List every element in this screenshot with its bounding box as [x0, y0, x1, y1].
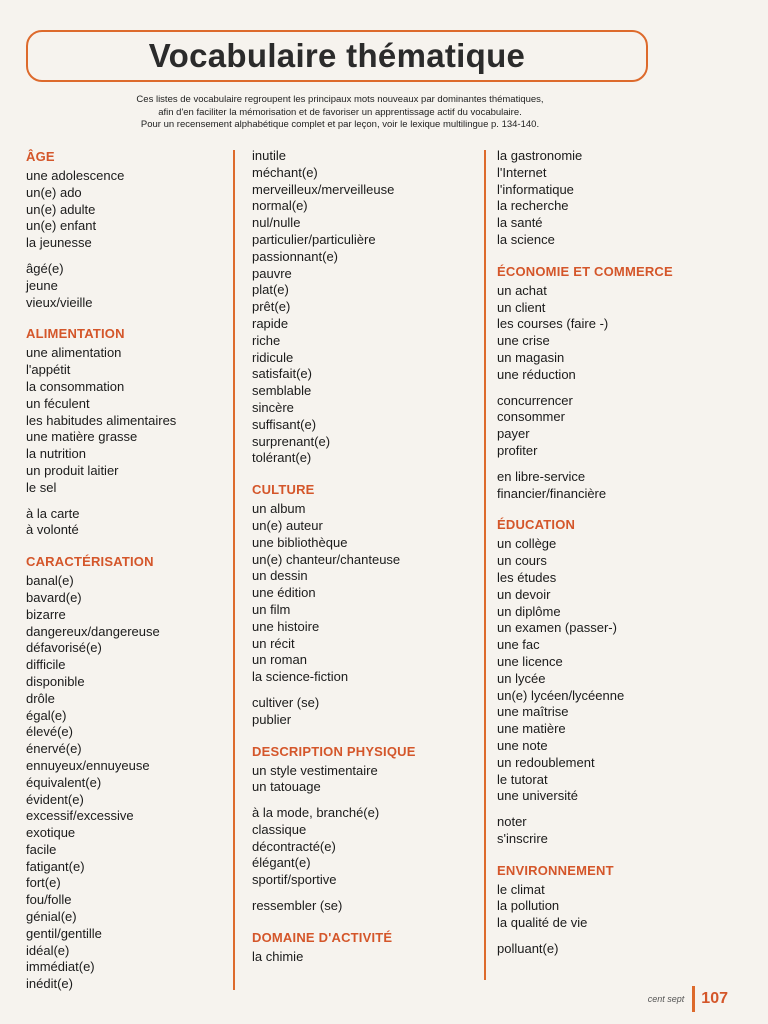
vocab-section: [26, 325, 226, 539]
vocab-word: le sel: [26, 479, 57, 495]
vocab-column-3: [497, 148, 737, 972]
vocab-word: disponible: [26, 673, 85, 689]
vocab-word: méchant(e): [252, 164, 318, 180]
vocab-word: génial(e): [26, 909, 77, 925]
vocab-section: [252, 148, 474, 467]
word-group: [252, 949, 474, 966]
vocab-section: [252, 481, 474, 728]
vocab-word: un album: [252, 501, 306, 517]
vocab-word: une réduction: [497, 366, 576, 382]
vocab-word: une bibliothèque: [252, 534, 348, 550]
vocab-word: polluant(e): [497, 941, 559, 957]
word-group: [252, 148, 474, 467]
vocab-word: la qualité de vie: [497, 915, 588, 931]
vocab-word: une fac: [497, 637, 540, 653]
vocab-word: plat(e): [252, 282, 289, 298]
vocab-word: vieux/vieille: [26, 294, 93, 310]
vocab-section: [26, 553, 226, 993]
vocab-word: passionnant(e): [252, 248, 338, 264]
vocab-word: une crise: [497, 333, 550, 349]
word-group: [26, 345, 226, 496]
vocab-word: drôle: [26, 690, 55, 706]
word-group: [497, 469, 737, 503]
vocab-word: dangereux/dangereuse: [26, 623, 160, 639]
vocab-word: sportif/sportive: [252, 872, 337, 888]
vocab-word: ennuyeux/ennuyeuse: [26, 757, 150, 773]
vocab-word: la nutrition: [26, 446, 86, 462]
vocab-word: la recherche: [497, 198, 569, 214]
vocab-word: un(e) enfant: [26, 218, 97, 234]
vocab-word: fort(e): [26, 875, 61, 891]
intro-text: [90, 94, 590, 132]
vocab-word: une alimentation: [26, 345, 122, 361]
vocab-section: [497, 516, 737, 847]
vocab-word: un diplôme: [497, 603, 561, 619]
word-group: [26, 573, 226, 993]
intro-line-3: Pour un recensement alphabétique complet et par leçon, voir le lexique multilingue p. 134-140.: [140, 119, 540, 130]
page-footer: [648, 986, 728, 1012]
section-heading: ÂGE: [26, 149, 55, 164]
vocab-word: un roman: [252, 652, 307, 668]
section-heading: CULTURE: [252, 482, 315, 498]
vocab-word: suffisant(e): [252, 416, 317, 432]
vocab-word: la jeunesse: [26, 235, 92, 251]
vocab-section: [26, 148, 226, 311]
intro-line-2: afin d'en faciliter la mémorisation et de favoriser un apprentissage actif du vocabulaire.: [158, 106, 522, 118]
vocab-word: ridicule: [252, 349, 294, 365]
page-number-words: cent sept: [647, 994, 685, 1004]
vocab-word: consommer: [497, 409, 565, 425]
vocab-word: fatigant(e): [26, 858, 85, 874]
vocab-word: fou/folle: [26, 892, 72, 908]
vocab-word: la gastronomie: [497, 148, 583, 163]
column-divider-1: [233, 150, 235, 990]
vocab-word: nul/nulle: [252, 215, 301, 231]
vocab-word: concurrencer: [497, 392, 573, 408]
page-title: Vocabulaire thématique: [148, 37, 526, 74]
vocab-section: [252, 929, 474, 966]
word-group: [497, 393, 737, 460]
vocab-word: un devoir: [497, 586, 551, 602]
vocab-word: un cours: [497, 553, 547, 569]
vocab-word: pauvre: [252, 265, 292, 281]
vocab-word: un(e) lycéen/lycéenne: [497, 687, 625, 703]
vocab-word: bizarre: [26, 606, 66, 622]
vocab-word: une université: [497, 788, 578, 804]
vocab-word: un lycée: [497, 670, 546, 686]
vocab-section: [497, 148, 737, 249]
title-box: [26, 30, 648, 82]
section-heading: ÉCONOMIE ET COMMERCE: [497, 263, 673, 279]
vocab-word: facile: [26, 841, 57, 857]
word-group: [252, 695, 474, 729]
vocab-word: une histoire: [252, 618, 320, 634]
vocab-word: gentil/gentille: [26, 925, 102, 941]
vocab-word: sincère: [252, 399, 294, 415]
vocab-word: publier: [252, 711, 292, 727]
vocab-word: un dessin: [252, 568, 308, 584]
vocab-word: âgé(e): [26, 260, 64, 276]
section-heading: ALIMENTATION: [26, 326, 125, 342]
vocab-word: particulier/particulière: [252, 231, 376, 247]
vocab-word: une matière grasse: [26, 429, 138, 445]
word-group: [497, 941, 737, 958]
vocab-word: les habitudes alimentaires: [26, 412, 177, 428]
vocab-word: l'informatique: [497, 181, 574, 197]
vocab-word: un féculent: [26, 395, 90, 411]
vocab-word: surprenant(e): [252, 433, 331, 449]
page-number: 107: [701, 990, 728, 1007]
column-divider-2: [484, 150, 486, 980]
vocab-word: à volonté: [26, 522, 79, 538]
vocab-word: merveilleux/merveilleuse: [252, 181, 395, 197]
vocab-word: difficile: [26, 657, 66, 673]
section-heading: CARACTÉRISATION: [26, 554, 154, 570]
vocab-word: un(e) auteur: [252, 517, 323, 533]
vocab-word: un magasin: [497, 349, 565, 365]
vocab-word: énervé(e): [26, 741, 82, 757]
vocab-word: la pollution: [497, 898, 560, 914]
vocab-word: la santé: [497, 215, 543, 231]
vocab-word: le tutorat: [497, 771, 548, 787]
vocab-word: normal(e): [252, 198, 308, 214]
vocab-word: payer: [497, 426, 530, 442]
word-group: [497, 283, 737, 384]
vocab-word: à la mode, branché(e): [252, 805, 380, 821]
vocab-word: satisfait(e): [252, 366, 312, 382]
vocab-word: cultiver (se): [252, 694, 320, 710]
vocab-word: un(e) chanteur/chanteuse: [252, 551, 401, 567]
vocab-word: la chimie: [252, 948, 304, 964]
word-group: [26, 506, 226, 540]
vocab-section: [497, 862, 737, 958]
vocab-word: inédit(e): [26, 976, 73, 992]
vocab-word: évident(e): [26, 791, 84, 807]
vocab-section: [497, 263, 737, 503]
vocab-word: exotique: [26, 825, 76, 841]
vocab-word: un redoublement: [497, 754, 595, 770]
vocab-word: semblable: [252, 383, 312, 399]
word-group: [26, 261, 226, 311]
section-heading: ÉDUCATION: [497, 517, 576, 533]
vocab-word: s'inscrire: [497, 830, 548, 846]
vocab-word: les études: [497, 569, 557, 585]
vocab-word: un client: [497, 299, 546, 315]
word-group: [252, 898, 474, 915]
vocab-word: un achat: [497, 282, 547, 298]
vocab-word: bavard(e): [26, 589, 82, 605]
vocab-word: tolérant(e): [252, 450, 312, 466]
vocab-word: une note: [497, 737, 548, 753]
vocab-word: en libre-service: [497, 468, 586, 484]
vocab-word: les courses (faire -): [497, 316, 609, 332]
footer-rule: [692, 986, 695, 1012]
vocab-word: un(e) adulte: [26, 201, 96, 217]
vocab-word: la science: [497, 231, 555, 247]
word-group: [252, 805, 474, 889]
vocab-word: excessif/excessive: [26, 808, 134, 824]
vocab-word: la consommation: [26, 378, 125, 394]
section-heading: DESCRIPTION PHYSIQUE: [252, 743, 416, 759]
vocab-word: une matière: [497, 721, 566, 737]
vocab-word: égal(e): [26, 707, 67, 723]
vocab-word: classique: [252, 821, 307, 837]
vocab-word: l'Internet: [497, 164, 547, 180]
vocab-word: un style vestimentaire: [252, 762, 378, 778]
word-group: [497, 148, 737, 249]
vocab-word: décontracté(e): [252, 838, 336, 854]
vocab-word: équivalent(e): [26, 774, 102, 790]
vocab-word: une adolescence: [26, 168, 125, 183]
vocab-word: une maîtrise: [497, 704, 569, 720]
vocab-word: financier/financière: [497, 485, 607, 501]
word-group: [497, 536, 737, 805]
vocab-word: élevé(e): [26, 724, 73, 740]
vocab-word: profiter: [497, 442, 538, 458]
word-group: [497, 882, 737, 932]
vocab-word: un(e) ado: [26, 184, 82, 200]
vocab-column-1: [26, 148, 226, 1007]
vocab-word: défavorisé(e): [26, 640, 102, 656]
vocab-word: rapide: [252, 315, 289, 331]
vocab-word: riche: [252, 332, 281, 348]
word-group: [497, 814, 737, 848]
vocab-word: idéal(e): [26, 942, 70, 958]
vocab-word: noter: [497, 814, 527, 830]
vocab-word: la science-fiction: [252, 669, 349, 685]
vocab-word: un tatouage: [252, 779, 321, 795]
vocab-word: banal(e): [26, 573, 74, 589]
vocab-word: un récit: [252, 635, 295, 651]
vocab-word: immédiat(e): [26, 959, 95, 975]
vocab-word: une édition: [252, 585, 316, 601]
vocab-word: élégant(e): [252, 855, 311, 871]
vocab-word: un collège: [497, 536, 557, 552]
vocab-word: ressembler (se): [252, 898, 343, 914]
vocab-word: un produit laitier: [26, 462, 119, 478]
vocab-column-2: [252, 148, 474, 980]
vocab-word: une licence: [497, 653, 563, 669]
vocab-word: prêt(e): [252, 299, 291, 315]
intro-line-1: Ces listes de vocabulaire regroupent les principaux mots nouveaux par dominantes thématiques,: [136, 94, 544, 105]
vocab-word: un film: [252, 601, 291, 617]
vocab-word: l'appétit: [26, 362, 71, 378]
section-heading: ENVIRONNEMENT: [497, 862, 614, 878]
word-group: [252, 763, 474, 797]
section-heading: DOMAINE D'ACTIVITÉ: [252, 929, 393, 945]
vocab-word: à la carte: [26, 505, 80, 521]
vocab-word: inutile: [252, 148, 286, 163]
vocab-word: jeune: [26, 277, 58, 293]
vocab-word: le climat: [497, 881, 545, 897]
vocab-section: [252, 743, 474, 915]
vocab-word: un examen (passer-): [497, 620, 617, 636]
word-group: [26, 168, 226, 252]
word-group: [252, 501, 474, 686]
